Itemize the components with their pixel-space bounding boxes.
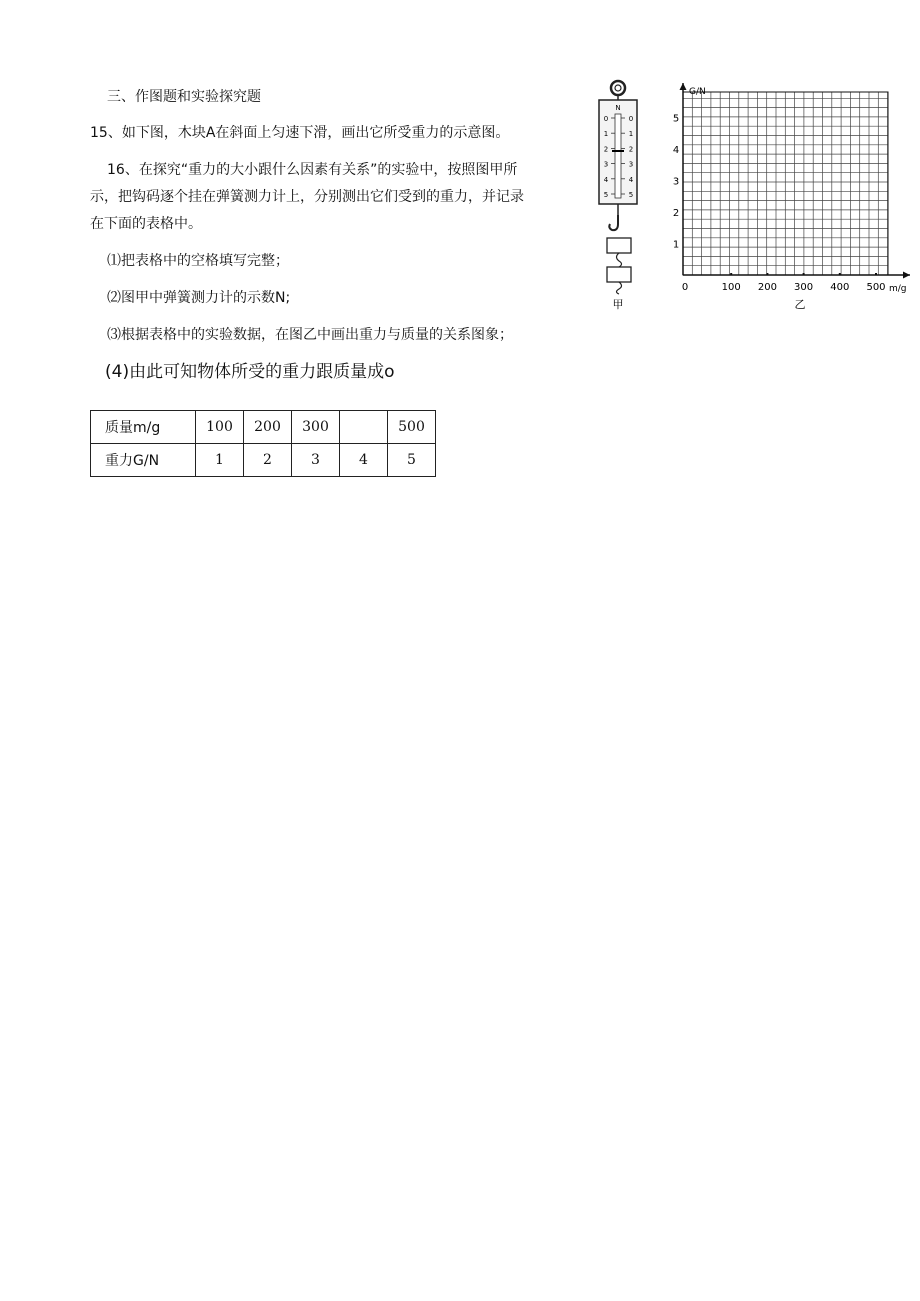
mass-cell-blank xyxy=(340,411,388,444)
x-tick-mark xyxy=(875,273,877,275)
mass-cell: 100 xyxy=(196,411,244,444)
question-16-intro-line-3: 在下面的表格中。 xyxy=(90,216,202,232)
weight-header: 重力G/N xyxy=(91,444,196,477)
scale-tick-label-right: 5 xyxy=(628,191,634,199)
spring-scale-figure xyxy=(590,78,650,314)
x-tick-mark xyxy=(803,273,805,275)
question-16-item-4: (4)由此可知物体所受的重力跟质量成o xyxy=(105,362,395,382)
weight-cell: 1 xyxy=(196,444,244,477)
x-tick-label: 500 xyxy=(866,282,886,293)
mass-cell: 300 xyxy=(292,411,340,444)
scale-tick-label-right: 4 xyxy=(628,175,634,184)
weight-cell: 3 xyxy=(292,444,340,477)
hook-icon xyxy=(609,215,618,230)
figure-jia-caption: 甲 xyxy=(612,298,624,311)
unit-label: N xyxy=(615,104,621,112)
scale-tick-label-right: 2 xyxy=(628,145,634,154)
scale-tick-label-left: 0 xyxy=(603,115,609,123)
scale-tick-label-left: 5 xyxy=(603,191,609,199)
scale-tick-label-right: 3 xyxy=(628,160,634,169)
mass-header: 质量m/g xyxy=(91,411,196,444)
graph-figure xyxy=(660,80,912,312)
weight-cell: 4 xyxy=(340,444,388,477)
mass-cell: 200 xyxy=(244,411,292,444)
scale-tick-label-right: 0 xyxy=(628,115,634,123)
weight-cell: 5 xyxy=(388,444,436,477)
y-tick-label: 5 xyxy=(672,113,680,125)
x-tick-mark xyxy=(766,273,768,275)
x-tick-mark xyxy=(839,273,841,275)
y-tick-label: 4 xyxy=(672,145,680,157)
y-tick-label: 1 xyxy=(672,239,680,251)
x-tick-label: 0 xyxy=(681,282,689,293)
scale-tick-label-left: 1 xyxy=(603,130,609,139)
x-axis-arrow-icon xyxy=(903,272,910,279)
table-row xyxy=(91,411,436,444)
x-tick-label: 300 xyxy=(794,282,814,293)
scale-tick-label-left: 3 xyxy=(603,160,609,169)
x-tick-mark xyxy=(730,273,732,275)
question-16-intro-line-1: 16、在探究“重力的大小跟什么因素有关系”的实验中，按照图甲所 xyxy=(107,162,518,178)
weight-cell: 2 xyxy=(244,444,292,477)
x-axis-label: m/g xyxy=(889,284,907,294)
question-16-item-2: ⑵图甲中弹簧测力计的示数N; xyxy=(107,290,291,306)
scale-tick-label-right: 1 xyxy=(628,130,634,139)
hook-weight-2 xyxy=(607,267,631,282)
scale-tick-label-left: 2 xyxy=(603,145,609,154)
y-tick-label: 2 xyxy=(672,208,680,220)
mass-cell: 500 xyxy=(388,411,436,444)
data-table xyxy=(90,410,436,477)
hook-weight-1 xyxy=(607,238,631,253)
chart-grid xyxy=(683,92,888,275)
question-15: 15、如下图，木块A在斜面上匀速下滑，画出它所受重力的示意图。 xyxy=(90,125,510,141)
question-16-item-1: ⑴把表格中的空格填写完整； xyxy=(107,253,289,269)
question-16-item-3: ⑶根据表格中的实验数据，在图乙中画出重力与质量的关系图象； xyxy=(107,327,513,343)
x-tick-label: 200 xyxy=(757,282,777,293)
x-tick-label: 400 xyxy=(830,282,850,293)
scale-tick-label-left: 4 xyxy=(603,175,609,184)
table-row xyxy=(91,444,436,477)
x-tick-label: 100 xyxy=(721,282,741,293)
question-16-intro-line-2: 示，把钩码逐个挂在弹簧测力计上，分别测出它们受到的重力，并记录 xyxy=(90,189,524,205)
y-tick-label: 3 xyxy=(672,176,680,188)
figure-yi-caption: 乙 xyxy=(794,298,806,311)
section-title: 三、作图题和实验探究题 xyxy=(107,89,261,105)
ring-icon xyxy=(611,81,625,95)
y-axis-label: G/N xyxy=(689,87,706,97)
y-axis-arrow-icon xyxy=(680,83,687,90)
